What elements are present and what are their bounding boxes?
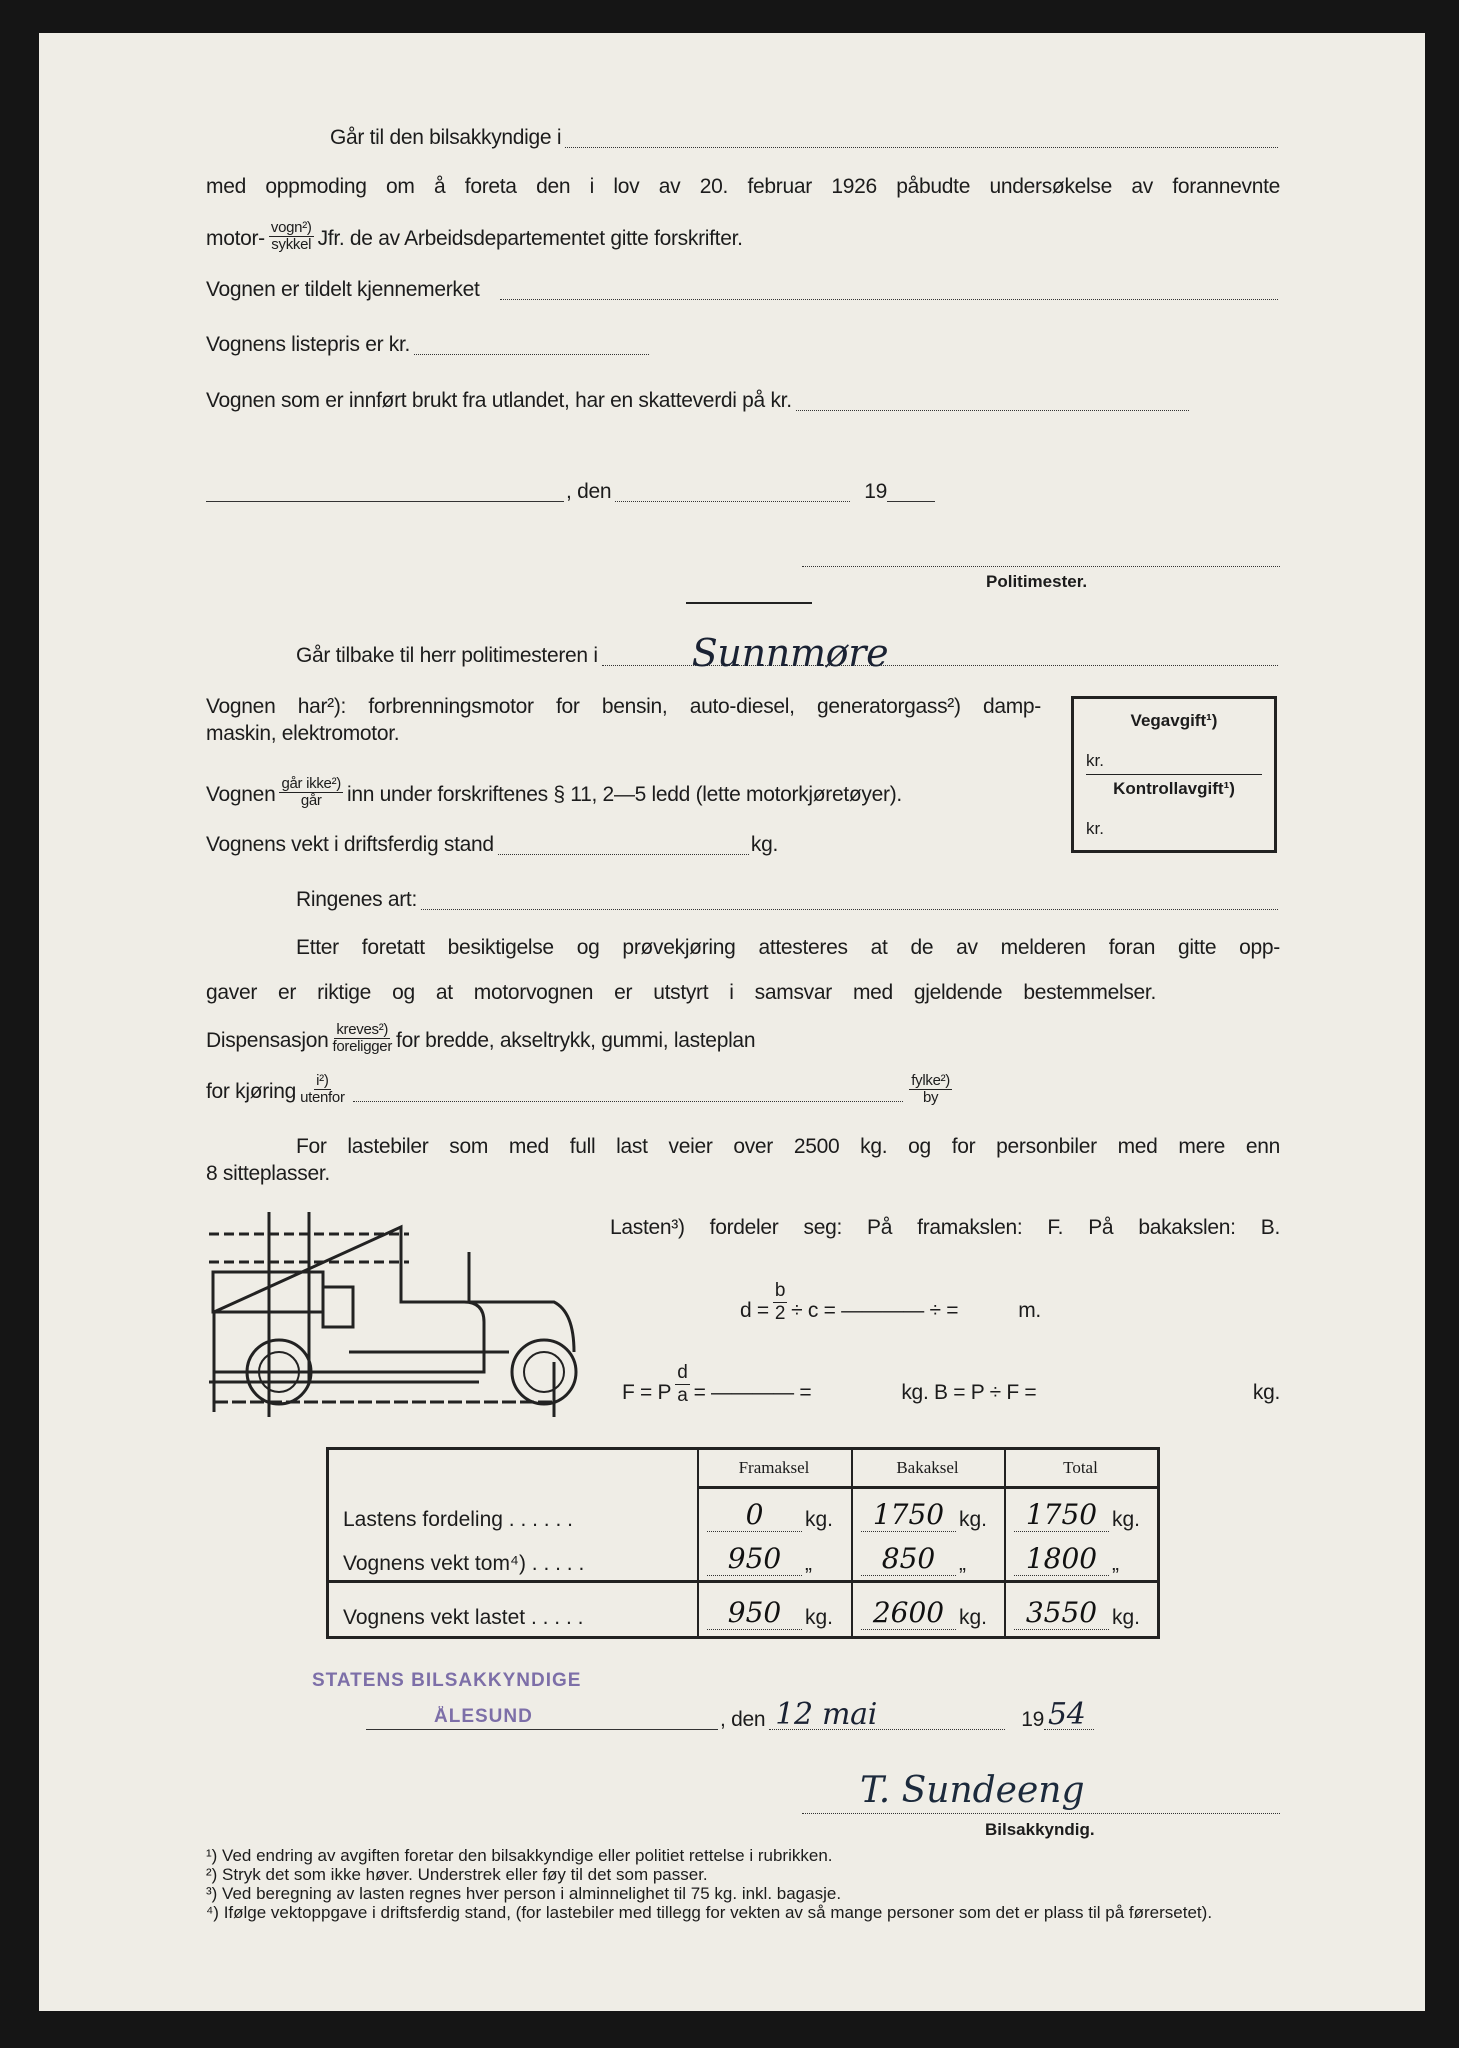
cell-value: 1750 <box>861 1498 956 1532</box>
label: 19 <box>864 480 887 503</box>
footnote: ³) Ved beregning av lasten regnes hver person i alminnelighet til 75 kg. inkl. bagasje. <box>206 1884 842 1903</box>
label: motor- <box>206 227 265 250</box>
fraction-num: går ikke²) <box>281 775 341 792</box>
label: , den <box>720 1708 766 1731</box>
vegavgift-label: Vegavgift¹) <box>1130 711 1218 730</box>
label: Går til den bilsakkyndige i <box>330 126 562 149</box>
kr-label: kr. <box>1086 751 1104 770</box>
vehicle-class-line <box>206 776 902 809</box>
handwritten-year: 54 <box>1047 1697 1086 1732</box>
cell-value: 2600 <box>861 1596 956 1630</box>
footnotes <box>206 1846 1286 1922</box>
table-cell[interactable] <box>1014 1592 1154 1630</box>
label: Går tilbake til herr politimesteren i <box>296 644 598 667</box>
fraction-den: sykkel <box>271 236 312 253</box>
lastebil-text: For lastebiler som med full last veier over 2500 kg. og for personbiler med mere enn <box>296 1135 1280 1158</box>
listepris-input[interactable] <box>414 334 649 355</box>
footnote: ⁴) Ifølge vektoppgave i driftsferdig stand, (for lastebiler med tillegg for vekten av så mange personer som det er plass til på førersetet). <box>206 1903 1213 1922</box>
year-input[interactable] <box>887 481 935 502</box>
dispensation-line <box>206 1022 755 1055</box>
skatteverdi-input[interactable] <box>796 390 1189 411</box>
table-cell[interactable] <box>861 1494 1001 1532</box>
signature-line[interactable] <box>802 1813 1280 1814</box>
engine-text: Vognen har²): forbrenningsmotor for bensin, auto-diesel, generatorgass²) damp- <box>206 695 1041 718</box>
row-label: Lastens fordeling . . . . . . <box>343 1508 573 1531</box>
cell-unit: „ <box>959 1552 966 1575</box>
fraction-num: i²) <box>316 1072 329 1089</box>
fraction-num: fylke²) <box>911 1072 950 1089</box>
weight-table <box>326 1447 1160 1639</box>
politimester-signature-line[interactable] <box>802 566 1280 567</box>
politimester-label: Politimester. <box>986 572 1088 591</box>
tyre-field <box>296 886 1280 914</box>
year-input[interactable] <box>1044 1697 1094 1732</box>
stamp: ÅLESUND <box>434 1706 533 1727</box>
fraction-den: by <box>923 1089 939 1106</box>
cell-unit: kg. <box>1112 1606 1141 1629</box>
cell-unit: „ <box>805 1552 812 1575</box>
label: Dispensasjon <box>206 1029 329 1052</box>
fraction-den: 2 <box>774 1303 786 1324</box>
label: d = <box>740 1299 769 1322</box>
label: ÷ c = ———— ÷ = <box>791 1299 959 1322</box>
label: inn under forskriftenes § 11, 2—5 ledd (lette motorkjøretøyer). <box>346 783 902 806</box>
row-label: Vognens vekt tom⁴) . . . . . <box>343 1552 585 1575</box>
fraction-den: utenfor <box>300 1089 345 1106</box>
header-bakaksel: Bakaksel <box>896 1458 959 1477</box>
unit: kg. <box>1252 1381 1280 1404</box>
d-formula <box>740 1280 1041 1325</box>
cell-unit: kg. <box>959 1606 988 1629</box>
vegavgift-input[interactable] <box>1086 774 1262 775</box>
unit: kg. <box>750 833 778 856</box>
cell-value: 3550 <box>1014 1596 1109 1630</box>
bilsakkyndig-label: Bilsakkyndig. <box>985 1820 1095 1839</box>
stamp: STATENS BILSAKKYNDIGE <box>312 1670 582 1691</box>
label: Vognen er tildelt kjennemerket <box>206 278 480 301</box>
engine-text: maskin, elektromotor. <box>206 722 400 745</box>
table-cell[interactable] <box>707 1592 847 1630</box>
driving-area-line <box>206 1073 956 1106</box>
label: F = P <box>622 1381 672 1404</box>
motor-line <box>206 220 743 253</box>
vehicle-type-fraction <box>269 220 314 253</box>
date-input[interactable] <box>615 481 850 502</box>
request-text: med oppmoding om å foreta den i lov av 20. februar 1926 påbudte undersøkelse av forannevnte <box>206 175 1280 198</box>
label: Vognens listepris er kr. <box>206 333 411 356</box>
footnote: ¹) Ved endring av avgiften foretar den bilsakkyndige eller politiet rettelse i rubrikken. <box>206 1846 833 1865</box>
cell-value: 950 <box>707 1596 802 1630</box>
cell-value: 950 <box>707 1542 802 1576</box>
label: = ———— = <box>693 1381 812 1404</box>
place-input[interactable] <box>565 127 1278 148</box>
lastebil-text: 8 sitteplasser. <box>206 1162 330 1185</box>
fraction-num: b <box>774 1280 786 1301</box>
row-label: Vognens vekt lastet . . . . . <box>343 1606 584 1629</box>
date-line-1 <box>206 478 956 506</box>
unit: m. <box>1018 1299 1041 1322</box>
table-cell[interactable] <box>861 1592 1001 1630</box>
tyre-input[interactable] <box>421 889 1278 910</box>
label: , den <box>566 480 612 503</box>
kjennemerke-field <box>206 276 1280 304</box>
return-field <box>296 630 1280 675</box>
label: for kjøring <box>206 1080 297 1103</box>
load-distribution-text <box>610 1214 1280 1242</box>
kontrollavgift-label: Kontrollavgift¹) <box>1113 779 1235 798</box>
truck-diagram <box>209 1212 579 1417</box>
weight-field <box>206 831 778 859</box>
table-cell[interactable] <box>707 1494 847 1532</box>
weight-input[interactable] <box>498 834 749 855</box>
footnote: ²) Stryk det som ikke høver. Understrek eller føy til det som passer. <box>206 1865 708 1884</box>
date-input[interactable] <box>769 1697 1005 1732</box>
cell-value: 850 <box>861 1542 956 1576</box>
label: Vognen som er innført brukt fra utlandet, har en skatteverdi på kr. <box>206 389 792 412</box>
table-cell[interactable] <box>861 1538 1001 1576</box>
fraction-den: a <box>677 1385 688 1406</box>
place-input[interactable] <box>206 481 564 502</box>
fee-box <box>1071 696 1277 853</box>
kr-label: kr. <box>1086 819 1104 838</box>
signature: T. Sundeeng <box>860 1770 1085 1811</box>
fraction-num: kreves²) <box>336 1021 389 1038</box>
cell-unit: kg. <box>1112 1508 1141 1531</box>
place-input[interactable] <box>366 1709 718 1730</box>
table-cell[interactable] <box>707 1538 847 1576</box>
bilsakkyndig-field <box>330 124 1280 152</box>
listepris-field <box>206 331 651 359</box>
f-formula <box>622 1362 1280 1407</box>
header-total: Total <box>1063 1458 1098 1477</box>
fraction-den: går <box>300 792 322 809</box>
cell-unit: kg. <box>805 1508 834 1531</box>
table-cell[interactable] <box>1014 1538 1154 1576</box>
fraction-num: vogn²) <box>270 219 312 236</box>
kjennemerke-input[interactable] <box>500 279 1278 300</box>
divider <box>686 602 812 604</box>
return-place-input[interactable] <box>602 631 1278 675</box>
label: Vognen <box>206 783 276 806</box>
area-input[interactable] <box>353 1081 904 1102</box>
label: Jfr. de av Arbeidsdepartementet gitte forskrifter. <box>317 227 743 250</box>
label: Ringenes art: <box>296 888 418 911</box>
skatteverdi-field <box>206 387 1191 415</box>
cell-value: 0 <box>707 1498 802 1532</box>
fraction-num: d <box>677 1362 688 1383</box>
label: Vognens vekt i driftsferdig stand <box>206 833 494 856</box>
label: 19 <box>1021 1708 1044 1731</box>
divider <box>329 1580 1157 1583</box>
cell-value: 1800 <box>1014 1542 1109 1576</box>
attest-text: Etter foretatt besiktigelse og prøvekjøring attesteres at de av melderen foran gitte opp- <box>296 936 1280 959</box>
divider <box>697 1486 1157 1489</box>
cell-unit: kg. <box>805 1606 834 1629</box>
fraction-den: foreligger <box>332 1038 393 1055</box>
table-cell[interactable] <box>1014 1494 1154 1532</box>
date-line-2 <box>366 1694 1126 1734</box>
attest-text: gaver er riktige og at motorvognen er utstyrt i samsvar med gjeldende bestemmelser. <box>206 981 1156 1004</box>
cell-unit: kg. <box>959 1508 988 1531</box>
handwritten-date: 12 mai <box>775 1697 878 1732</box>
header-framaksel: Framaksel <box>738 1458 810 1477</box>
label: kg. B = P ÷ F = <box>901 1381 1037 1404</box>
handwritten-place: Sunnmøre <box>691 631 889 675</box>
label: for bredde, akseltrykk, gummi, lasteplan <box>396 1029 756 1052</box>
cell-value: 1750 <box>1014 1498 1109 1532</box>
label: Lasten³) fordeler seg: På framakslen: F. På bakakslen: B. <box>610 1216 1280 1239</box>
cell-unit: „ <box>1112 1552 1119 1575</box>
